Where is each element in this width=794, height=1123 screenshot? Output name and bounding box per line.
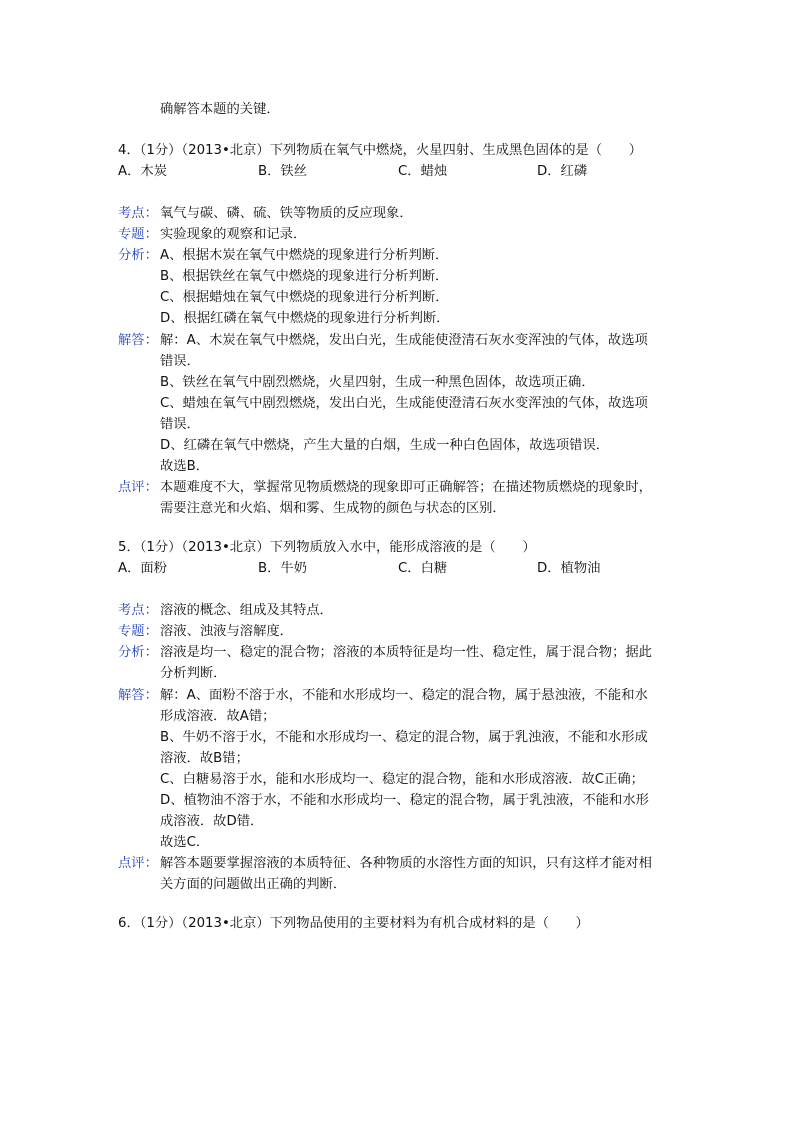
q5-dianping-line: 关方面的问题做出正确的判断． [160, 877, 347, 892]
q4-dianping-line: 需要注意光和火焰、烟和雾、生成物的颜色与状态的区别． [160, 501, 506, 516]
q4-kaodian: 氧气与碳、磷、硫、铁等物质的反应现象． [160, 206, 413, 221]
q5-kaodian-label: 考点： [118, 603, 158, 618]
previous-answer-tail: 确解答本题的关键． [160, 102, 280, 117]
q4-option-c: C．蜡烛 [398, 164, 448, 179]
q6-stem: 6．（1分）（2013•北京）下列物品使用的主要材料为有机合成材料的是（ ） [118, 916, 589, 931]
q5-fenxi-label: 分析： [118, 645, 158, 660]
q5-option-b: B．牛奶 [258, 561, 308, 576]
q5-jieda-line: 溶液．故B错； [160, 751, 249, 766]
q4-zhuanti-label: 专题： [118, 227, 158, 242]
q5-fenxi-line: 溶液是均一、稳定的混合物；溶液的本质特征是均一性、稳定性，属于混合物；据此 [160, 645, 652, 660]
q5-jieda-line: D、植物油不溶于水，不能和水形成均一、稳定的混合物，属于乳浊液，不能和水形 [160, 793, 649, 808]
q4-fenxi-label: 分析： [118, 248, 158, 263]
q4-fenxi-line: C、根据蜡烛在氧气中燃烧的现象进行分析判断． [160, 290, 449, 305]
q4-jieda-label: 解答： [118, 333, 158, 348]
q4-jieda-line: D、红磷在氧气中燃烧，产生大量的白烟，生成一种白色固体，故选项错误． [160, 438, 610, 453]
q4-jieda-line: 错误． [160, 354, 200, 369]
q4-stem: 4．（1分）（2013•北京）下列物质在氧气中燃烧，火星四射、生成黑色固体的是（ ） [118, 143, 642, 158]
q5-jieda-label: 解答： [118, 688, 158, 703]
q4-jieda-line: 错误． [160, 417, 200, 432]
q5-fenxi-line: 分析判断． [160, 666, 227, 681]
q4-dianping-label: 点评： [118, 480, 158, 495]
q5-jieda-line: C、白糖易溶于水，能和水形成均一、稳定的混合物，能和水形成溶液．故C正确； [160, 772, 644, 787]
q5-zhuanti-label: 专题： [118, 624, 158, 639]
q4-dianping-line: 本题难度不大，掌握常见物质燃烧的现象即可正确解答；在描述物质燃烧的现象时， [160, 480, 652, 495]
q4-jieda-line: C、蜡烛在氧气中剧烈燃烧，发出白光，生成能使澄清石灰水变浑浊的气体，故选项 [160, 396, 648, 411]
q4-fenxi-line: D、根据红磷在氧气中燃烧的现象进行分析判断． [160, 311, 450, 326]
q5-jieda-line: B、牛奶不溶于水，不能和水形成均一、稳定的混合物，属于乳浊液，不能和水形成 [160, 730, 648, 745]
q4-jieda-line: 故选B． [160, 459, 210, 474]
q4-zhuanti: 实验现象的观察和记录． [160, 227, 307, 242]
q4-fenxi-line: B、根据铁丝在氧气中燃烧的现象进行分析判断． [160, 269, 449, 284]
q5-option-c: C．白糖 [398, 561, 448, 576]
q5-kaodian: 溶液的概念、组成及其特点． [160, 603, 333, 618]
q4-kaodian-label: 考点： [118, 206, 158, 221]
q5-jieda-line: 故选C． [160, 835, 210, 850]
q4-option-a: A．木炭 [118, 164, 167, 179]
q4-jieda-line: B、铁丝在氧气中剧烈燃烧，火星四射，生成一种黑色固体，故选项正确． [160, 375, 595, 390]
q5-stem: 5．（1分）（2013•北京）下列物质放入水中，能形成溶液的是（ ） [118, 540, 536, 555]
q5-dianping-line: 解答本题要掌握溶液的本质特征、各种物质的水溶性方面的知识，只有这样才能对相 [160, 856, 652, 871]
q5-option-a: A．面粉 [118, 561, 167, 576]
q5-dianping-label: 点评： [118, 856, 158, 871]
q4-jieda-line: 解：A、木炭在氧气中燃烧，发出白光，生成能使澄清石灰水变浑浊的气体，故选项 [160, 333, 648, 348]
q4-option-d: D．红磷 [537, 164, 588, 179]
q5-jieda-line: 形成溶液．故A错； [160, 709, 276, 724]
q4-option-b: B．铁丝 [258, 164, 308, 179]
q5-option-d: D．植物油 [537, 561, 601, 576]
q5-jieda-line: 解：A、面粉不溶于水，不能和水形成均一、稳定的混合物，属于悬浊液，不能和水 [160, 688, 648, 703]
q5-jieda-line: 成溶液．故D错． [160, 814, 264, 829]
q5-zhuanti: 溶液、浊液与溶解度． [160, 624, 293, 639]
q4-fenxi-line: A、根据木炭在氧气中燃烧的现象进行分析判断． [160, 248, 449, 263]
